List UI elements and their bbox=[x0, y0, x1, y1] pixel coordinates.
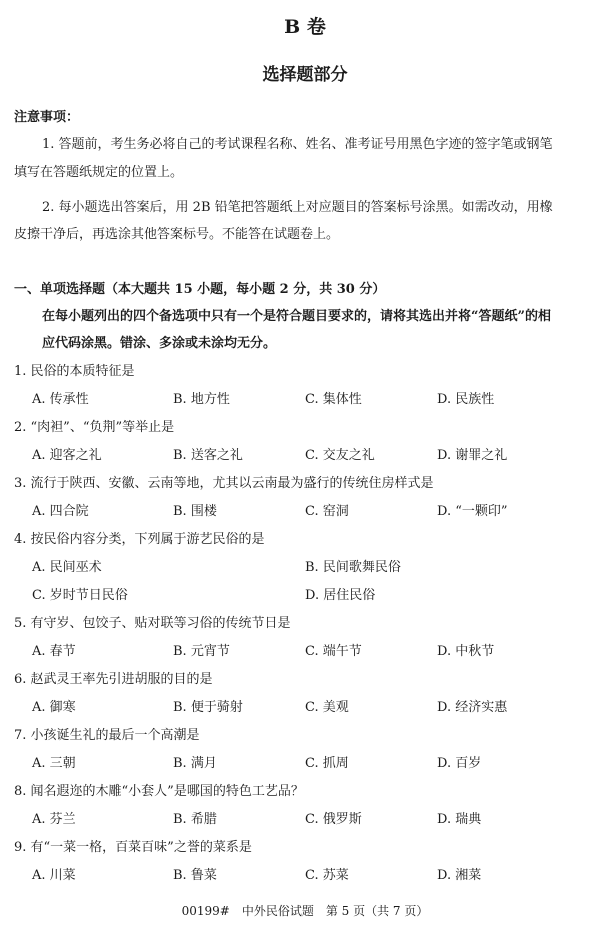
option: D. “一颗印” bbox=[437, 504, 508, 519]
question-stem: 5. 有守岁、包饺子、贴对联等习俗的传统节日是 bbox=[14, 616, 291, 631]
question-stem: 7. 小孩诞生礼的最后一个高潮是 bbox=[14, 728, 200, 743]
option: C. 交友之礼 bbox=[305, 448, 375, 463]
option: B. 围楼 bbox=[173, 504, 217, 519]
option: C. 端午节 bbox=[305, 644, 362, 659]
option: D. 谢罪之礼 bbox=[437, 448, 508, 463]
notes-heading: 注意事项： bbox=[14, 110, 80, 125]
option: D. 中秋节 bbox=[437, 644, 495, 659]
option: B. 地方性 bbox=[173, 392, 230, 407]
note-line: 2. 每小题选出答案后，用 2B 铅笔把答题纸上对应题目的答案标号涂黑。如需改动，用橡 bbox=[42, 200, 553, 215]
part-title: 选择题部分 bbox=[262, 65, 348, 85]
option: C. 俄罗斯 bbox=[305, 812, 362, 827]
option: C. 抓周 bbox=[305, 756, 349, 771]
option: D. 湘菜 bbox=[437, 868, 482, 883]
option: C. 美观 bbox=[305, 700, 349, 715]
question-stem: 1. 民俗的本质特征是 bbox=[14, 364, 135, 379]
option: B. 满月 bbox=[173, 756, 217, 771]
question-stem: 8. 闻名遐迩的木雕“小套人”是哪国的特色工艺品？ bbox=[14, 784, 304, 799]
option: B. 民间歌舞民俗 bbox=[305, 560, 401, 575]
option: A. 御寒 bbox=[32, 700, 76, 715]
option: B. 送客之礼 bbox=[173, 448, 243, 463]
option: A. 传承性 bbox=[32, 392, 89, 407]
option: B. 元宵节 bbox=[173, 644, 230, 659]
option: C. 苏菜 bbox=[305, 868, 349, 883]
page-footer: 00199# 中外民俗试题 第 5 页（共 7 页） bbox=[181, 904, 429, 918]
section-instruction: 在每小题列出的四个备选项中只有一个是符合题目要求的，请将其选出并将“答题纸”的相 bbox=[42, 309, 551, 324]
question-stem: 2. “肉袒”、“负荆”等举止是 bbox=[14, 420, 175, 435]
option: C. 集体性 bbox=[305, 392, 362, 407]
option: A. 迎客之礼 bbox=[32, 448, 102, 463]
option: A. 川菜 bbox=[32, 868, 76, 883]
option: B. 鲁菜 bbox=[173, 868, 217, 883]
option: C. 岁时节日民俗 bbox=[32, 588, 128, 603]
note-line: 填写在答题纸规定的位置上。 bbox=[14, 165, 184, 180]
paper-title: B 卷 bbox=[284, 16, 326, 38]
option: D. 经济实惠 bbox=[437, 700, 508, 715]
note-line: 1. 答题前，考生务必将自己的考试课程名称、姓名、准考证号用黑色字迹的签字笔或钢笔 bbox=[42, 137, 553, 152]
option: B. 便于骑射 bbox=[173, 700, 243, 715]
section-title: 一、单项选择题（本大题共 15 小题，每小题 2 分，共 30 分） bbox=[14, 282, 386, 297]
option: D. 百岁 bbox=[437, 756, 482, 771]
option: D. 居住民俗 bbox=[305, 588, 376, 603]
option: A. 芬兰 bbox=[32, 812, 76, 827]
note-line: 皮擦干净后，再选涂其他答案标号。不能答在试题卷上。 bbox=[14, 227, 340, 242]
question-stem: 4. 按民俗内容分类，下列属于游艺民俗的是 bbox=[14, 532, 265, 547]
option: D. 民族性 bbox=[437, 392, 495, 407]
option: A. 民间巫术 bbox=[32, 560, 102, 575]
option: D. 瑞典 bbox=[437, 812, 482, 827]
option: C. 窑洞 bbox=[305, 504, 349, 519]
option: A. 四合院 bbox=[32, 504, 89, 519]
question-stem: 3. 流行于陕西、安徽、云南等地，尤其以云南最为盛行的传统住房样式是 bbox=[14, 476, 434, 491]
section-instruction: 应代码涂黑。错涂、多涂或未涂均无分。 bbox=[42, 336, 277, 351]
option: B. 希腊 bbox=[173, 812, 217, 827]
question-stem: 9. 有“一菜一格，百菜百味”之誉的菜系是 bbox=[14, 840, 252, 855]
option: A. 春节 bbox=[32, 644, 76, 659]
option: A. 三朝 bbox=[32, 756, 76, 771]
question-stem: 6. 赵武灵王率先引进胡服的目的是 bbox=[14, 672, 213, 687]
